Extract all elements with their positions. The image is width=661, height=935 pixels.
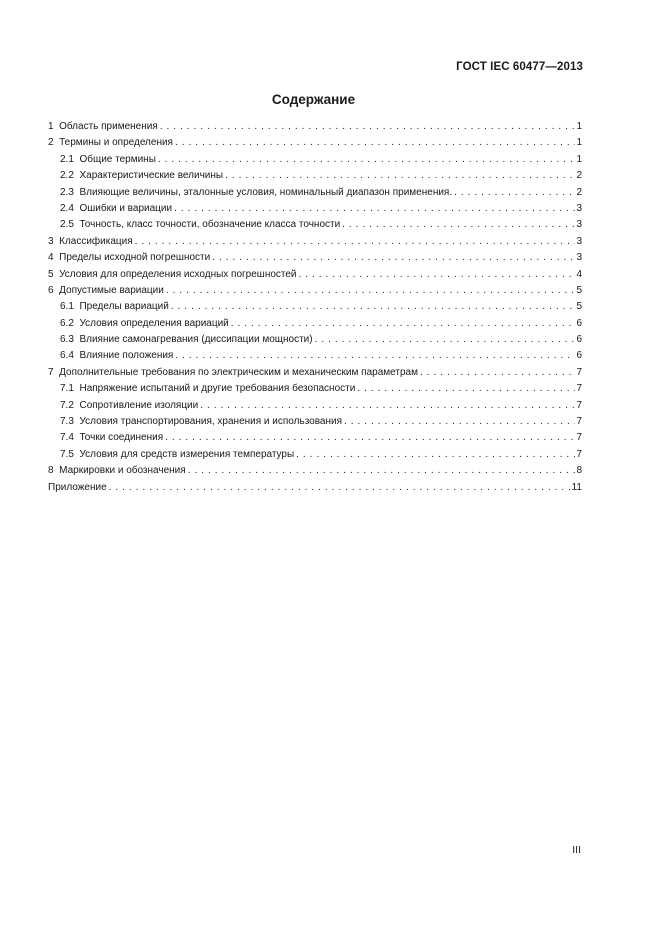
toc-entry-number: 8 [48,465,54,477]
toc-entry-number: 1 [48,121,54,132]
toc-entry[interactable] [48,447,582,463]
toc-dot-leader [188,463,576,479]
toc-entry[interactable] [48,135,582,151]
toc-entry-page: 3 [576,252,582,264]
toc-entry-label [60,299,171,315]
page-number: III [572,844,581,856]
toc-entry-label [60,398,200,414]
toc-dot-leader [135,234,576,250]
toc-entry-text: Маркировки и обозначения [59,465,186,477]
toc-entry-number: 2 [48,137,54,149]
toc-entry-page: 11 [571,481,582,493]
toc-entry-page: 7 [576,366,582,378]
toc-dot-leader [420,365,575,381]
toc-entry-label [60,152,158,168]
toc-entry-number: 7.2 [60,399,74,411]
toc-dot-leader [160,119,576,135]
toc-entry-label [60,185,454,201]
toc-entry-page: 3 [576,235,582,247]
toc-entry-text: Влияние положения [79,350,174,362]
toc-entry[interactable] [48,152,582,168]
toc-dot-leader [200,398,575,414]
toc-entry-label [60,430,165,446]
toc-entry-label [48,267,299,283]
toc-entry-page: 3 [576,202,582,214]
toc-entry-text: Пределы исходной погрешности [59,252,211,264]
toc-entry-text: Дополнительные требования по электрическим и механическим параметрам [59,366,418,378]
toc-entry-label [60,332,315,348]
toc-entry-text: Точки соединения [79,432,164,444]
toc-entry-text: Условия определения вариаций [79,317,229,329]
toc-entry-text: Сопротивление изоляции [79,399,199,411]
toc-entry-text: Классификация [59,235,133,247]
toc-entry-page: 4 [576,268,582,280]
toc-dot-leader [296,447,575,463]
toc-entry-page: 7 [576,448,582,460]
toc-entry-text: Условия транспортирования, хранения и использования [79,416,343,428]
toc-entry-label [48,250,212,266]
toc-entry-label [48,119,160,135]
toc-entry[interactable] [48,332,582,348]
toc-entry-text: Характеристические величины [79,170,224,182]
toc-dot-leader [454,185,575,201]
toc-entry-number: 2.4 [60,202,74,214]
toc-entry-label [48,135,175,151]
toc-entry-label [48,283,166,299]
toc-entry-number: 2.3 [60,186,74,198]
toc-entry[interactable] [48,234,582,250]
toc-entry-text: Приложение [48,481,107,493]
toc-entry-text: Условия для определения исходных погрешностей [59,268,297,280]
toc-entry-text: Пределы вариаций [79,301,169,313]
toc-entry-page: 7 [576,383,582,395]
toc-entry[interactable] [48,463,582,479]
toc-entry-number: 7 [48,366,54,378]
toc-entry-page: 1 [576,153,582,165]
toc-entry-text: Влияющие величины, эталонные условия, номинальный диапазон применения. [79,186,453,198]
toc-entry[interactable] [48,283,582,299]
toc-dot-leader [212,250,575,266]
toc-entry[interactable] [48,480,582,496]
toc-entry-page: 2 [576,186,582,198]
toc-dot-leader [299,267,576,283]
toc-entry-page: 5 [576,301,582,313]
toc-entry[interactable] [48,316,582,332]
toc-dot-leader [342,217,575,233]
toc-entry-number: 6 [48,284,54,296]
toc-entry-number: 2.2 [60,170,74,182]
toc-dot-leader [357,381,575,397]
toc-entry[interactable] [48,365,582,381]
toc-entry-number: 2.1 [60,153,74,165]
toc-entry-label [60,316,231,332]
toc-entry[interactable] [48,168,582,184]
toc-entry-label [60,168,225,184]
toc-entry-number: 7.1 [60,383,74,395]
toc-entry-text: Влияние самонагревания (диссипации мощности) [79,334,313,346]
toc-entry-number: 6.1 [60,301,74,313]
toc-entry[interactable] [48,119,582,135]
toc-entry-label [60,447,296,463]
toc-entry-text: Напряжение испытаний и другие требования безопасности [79,383,356,395]
toc-dot-leader [165,430,575,446]
toc-entry-text: Точность, класс точности, обозначение класса точности [79,219,341,231]
toc-entry-label [48,463,188,479]
toc-entry[interactable] [48,430,582,446]
toc-entry-page: 3 [576,219,582,231]
toc-entry[interactable] [48,299,582,315]
toc-entry-number: 3 [48,235,54,247]
toc-entry[interactable] [48,250,582,266]
toc-entry-text: Условия для средств измерения температуры [79,448,295,460]
toc-entry-text: Область применения [59,121,158,132]
toc-entry[interactable] [48,348,582,364]
toc-entry-label [60,217,342,233]
toc-dot-leader [158,152,576,168]
toc-dot-leader [175,348,575,364]
toc-entry[interactable] [48,201,582,217]
toc-dot-leader [175,135,575,151]
toc-entry[interactable] [48,185,582,201]
toc-entry-page: 7 [576,416,582,428]
toc-entry-number: 2.5 [60,219,74,231]
toc-entry-page: 7 [576,399,582,411]
toc-entry[interactable] [48,414,582,430]
toc-entry-label [60,201,174,217]
toc-entry-label [48,234,135,250]
toc-entry-number: 7.4 [60,432,74,444]
toc-dot-leader [344,414,575,430]
toc-entry-page: 6 [576,334,582,346]
toc-entry-number: 5 [48,268,54,280]
table-of-contents [48,119,582,496]
toc-entry-number: 4 [48,252,54,264]
toc-entry-text: Ошибки и вариации [79,202,173,214]
toc-entry-text: Общие термины [79,153,156,165]
toc-entry-page: 2 [576,170,582,182]
toc-entry-label [60,414,344,430]
toc-dot-leader [225,168,575,184]
toc-entry-page: 8 [576,465,582,477]
toc-dot-leader [109,480,571,496]
toc-entry[interactable] [48,267,582,283]
toc-entry-number: 7.5 [60,448,74,460]
toc-entry-number: 6.2 [60,317,74,329]
toc-entry[interactable] [48,381,582,397]
toc-entry-number: 6.3 [60,334,74,346]
toc-entry-page: 6 [576,350,582,362]
toc-dot-leader [166,283,576,299]
toc-entry-number: 7.3 [60,416,74,428]
toc-entry-text: Допустимые вариации [59,284,164,296]
toc-entry-page: 1 [576,137,582,149]
toc-dot-leader [171,299,576,315]
toc-entry-label [60,348,175,364]
toc-entry[interactable] [48,217,582,233]
toc-entry-label [60,381,357,397]
document-code: ГОСТ IEC 60477—2013 [456,61,583,73]
toc-entry-page: 1 [576,121,582,132]
toc-entry-label [48,365,420,381]
toc-entry-page: 6 [576,317,582,329]
toc-entry-page: 5 [576,284,582,296]
toc-dot-leader [231,316,576,332]
toc-entry-number: 6.4 [60,350,74,362]
toc-entry-page: 7 [576,432,582,444]
toc-entry-label [48,480,109,496]
toc-dot-leader [315,332,576,348]
toc-entry[interactable] [48,398,582,414]
toc-entry-text: Термины и определения [59,137,173,149]
toc-dot-leader [174,201,575,217]
toc-title: Содержание [271,92,356,107]
